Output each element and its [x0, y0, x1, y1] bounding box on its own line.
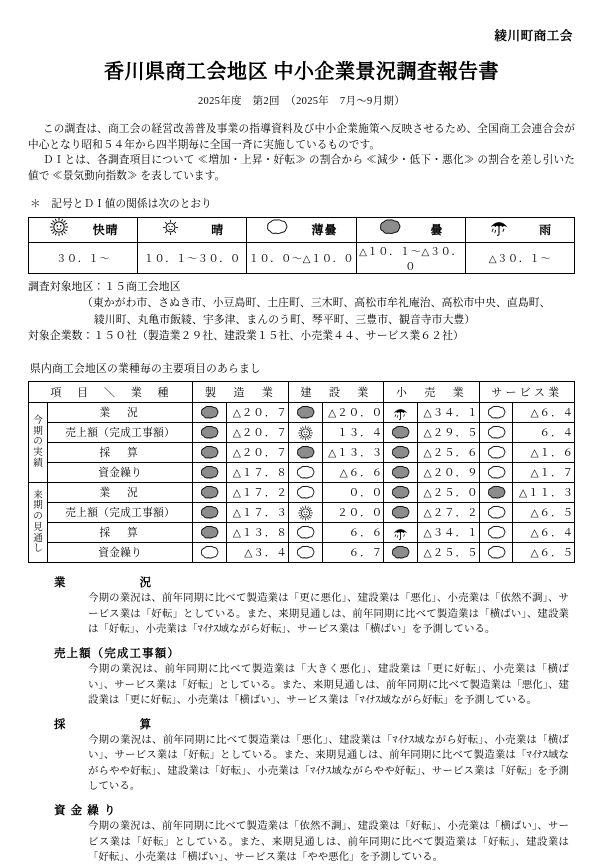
cloud-filled-icon: [390, 545, 411, 560]
period-side-label-0: 今 期 の 実 績: [29, 403, 48, 483]
cloud-outline-icon: [486, 425, 507, 440]
table-row: [29, 523, 575, 543]
weather-cell-小 売 業: [384, 523, 418, 543]
di-value-cell: ２０．０: [322, 503, 383, 523]
legend-range-1: １０．１～３０．０: [138, 242, 247, 273]
cloud-filled-icon: [390, 425, 411, 440]
legend-note: ＊ 記号とＤＩ値の関係は次のとおり: [30, 198, 212, 210]
legend-cell-0: [29, 217, 138, 242]
weather-cell-サービス業: [479, 443, 513, 463]
di-value-cell: △６．５: [513, 503, 575, 523]
commentary-heading: 資 金 繰 り: [54, 805, 117, 818]
di-value-cell: △６．６: [322, 463, 383, 483]
table-row: [29, 543, 575, 563]
legend-label-4: 雨: [539, 223, 553, 238]
table-header-row: [29, 382, 575, 403]
weather-cell-サービス業: [479, 503, 513, 523]
di-value-cell: △１７．８: [227, 463, 288, 483]
di-value-cell: △２０．７: [227, 443, 288, 463]
cloud-outline-icon: [295, 525, 316, 540]
cloud-filled-icon: [199, 485, 220, 500]
cloud-filled-icon: [390, 505, 411, 520]
weather-cell-建 設 業: [288, 463, 322, 483]
rain-icon: [488, 217, 510, 242]
di-value-cell: △２７．２: [418, 503, 479, 523]
table-row: [29, 403, 575, 423]
weather-cell-建 設 業: [288, 443, 322, 463]
cloud-filled-icon: [199, 425, 220, 440]
commentary-heading: 採 算: [54, 719, 161, 732]
weather-cell-建 設 業: [288, 423, 322, 443]
cloud-outline-icon: [295, 465, 316, 480]
legend-label-3: 曇: [430, 223, 444, 238]
table-row: [29, 443, 575, 463]
cloud-filled-icon: [199, 445, 220, 460]
cloud-outline-icon: [486, 525, 507, 540]
weather-cell-小 売 業: [384, 403, 418, 423]
cloud-filled-icon: [199, 525, 220, 540]
weather-cell-製 造 業: [193, 463, 227, 483]
row-item-label: 業 況: [48, 483, 193, 503]
commentary-body: 今期の業況は、前年同期に比べて製造業は「依然不調」、建設業は「好転」、小売業は「横ばい」、サービス業は「好転」としている。また、来期見通しは、前年同期に比べて製造業は「好転」、建設業は「好転」、小売業は「横ばい」、サービス業は「やや悪化」を予測している。: [88, 821, 569, 863]
table-row: [29, 423, 575, 443]
weather-cell-製 造 業: [193, 403, 227, 423]
cloud-filled-icon: [199, 505, 220, 520]
di-value-cell: △２０．７: [227, 403, 288, 423]
di-value-cell: △２０．９: [418, 463, 479, 483]
survey-area-label: 調査対象地区：１５商工会地区: [28, 280, 181, 293]
di-value-cell: △１７．２: [227, 483, 288, 503]
survey-company-count: 対象企業数：１５０社（製造業２９社、建設業１５社、小売業４４、サービス業６２社）: [28, 329, 464, 342]
commentary-block-2: [28, 716, 575, 794]
industry-summary-table: [28, 381, 575, 563]
legend-cell-2: [247, 217, 356, 242]
cloud-filled-icon: [390, 465, 411, 480]
header-retail: 小 売 業: [384, 382, 479, 403]
legend-symbol-row: [29, 217, 575, 242]
legend-cell-4: [465, 217, 574, 242]
di-value-cell: △２０．０: [322, 403, 383, 423]
cloud-filled-icon: [378, 218, 402, 241]
di-value-cell: △２５．６: [418, 443, 479, 463]
di-value-cell: △１．７: [513, 463, 575, 483]
rain-icon: [392, 525, 409, 541]
di-value-cell: △３．４: [227, 543, 288, 563]
commentary-heading: 業 況: [54, 577, 161, 590]
legend-label-2: 薄曇: [311, 223, 338, 238]
weather-cell-製 造 業: [193, 443, 227, 463]
cloud-filled-icon: [390, 485, 411, 500]
di-value-cell: △３４．１: [418, 403, 479, 423]
cloud-outline-icon: [295, 485, 316, 500]
di-value-cell: △６．４: [513, 403, 575, 423]
intro-paragraph-1: この調査は、商工会の経営改善普及事業の指導資料及び中小企業施策へ反映させるため、全国商工会連合会が中心となり昭和５４年から四半期毎に全国一斉に実施しているものです。: [28, 124, 575, 151]
row-item-label: 資金繰り: [48, 543, 193, 563]
commentary-heading: 売上額（完成工事額）: [54, 648, 180, 661]
period-side-label-1: 来 期 の 見 通 し: [29, 483, 48, 563]
weather-cell-小 売 業: [384, 543, 418, 563]
weather-cell-サービス業: [479, 403, 513, 423]
weather-cell-建 設 業: [288, 503, 322, 523]
legend-cell-3: [356, 217, 465, 242]
header-manufacturing: 製 造 業: [193, 382, 288, 403]
weather-cell-建 設 業: [288, 403, 322, 423]
commentary-block-0: [28, 574, 575, 637]
di-value-cell: △３４．１: [418, 523, 479, 543]
commentary-body: 今期の業況は、前年同期に比べて製造業は「悪化」、建設業は「ﾏｲﾅｽ域ながら好転」、小売業は「横ばい」、サービス業は「好転」としている。また、来期見通しは、前年同期に比べて製造業は「ﾏｲﾅｽ域ながらやや好転」、建設業は「好転」、小売業は「ﾏｲﾅｽ域ながらやや好転」、サービス業は「好転」を予測している。: [88, 735, 569, 792]
weather-cell-製 造 業: [193, 543, 227, 563]
cloud-outline-icon: [486, 545, 507, 560]
di-value-cell: △２０．７: [227, 423, 288, 443]
cloud-filled-icon: [295, 445, 316, 460]
weather-cell-サービス業: [479, 483, 513, 503]
cloud-outline-icon: [265, 218, 289, 241]
table-row: [29, 463, 575, 483]
commentary-body: 今期の業況は、前年同期に比べて製造業は「更に悪化」、建設業は「悪化」、小売業は「依然不調」、サービス業は「好転」としている。また、来期見通しは、前年同期に比べて製造業は「横ばい」、建設業は「好転」、小売業は「ﾏｲﾅｽ域ながら好転」、サービス業は「横ばい」を予測している。: [88, 593, 569, 635]
legend-cell-1: [138, 217, 247, 242]
legend-range-2: １０．０～△１０．０: [247, 242, 356, 273]
legend-table: [28, 217, 575, 274]
weather-cell-サービス業: [479, 423, 513, 443]
di-value-cell: △６．５: [513, 543, 575, 563]
di-value-cell: ６．４: [513, 423, 575, 443]
commentary-body: 今期の業況は、前年同期に比べて製造業は「大きく悪化」、建設業は「更に好転」、小売業は「横ばい」、サービス業は「好転」としている。また、来期見通しは、前年同期に比べて製造業は「悪化」、建設業は「更に好転」、小売業は「横ばい」、サービス業は「ﾏｲﾅｽ域ながら好転」を予測している。: [88, 664, 569, 706]
legend-range-4: △３０．１～: [465, 242, 574, 273]
weather-cell-サービス業: [479, 463, 513, 483]
weather-cell-製 造 業: [193, 423, 227, 443]
cloud-outline-icon: [486, 405, 507, 420]
weather-cell-製 造 業: [193, 523, 227, 543]
sun-face-icon: [297, 505, 314, 521]
cloud-filled-icon: [295, 405, 316, 420]
weather-cell-製 造 業: [193, 503, 227, 523]
weather-cell-小 売 業: [384, 463, 418, 483]
header-item-industry: 項 目 ＼ 業 種: [29, 382, 193, 403]
table-body: [29, 403, 575, 563]
legend-label-0: 快晴: [92, 223, 119, 238]
weather-cell-小 売 業: [384, 443, 418, 463]
weather-cell-小 売 業: [384, 503, 418, 523]
table-row: [29, 503, 575, 523]
sun-icon: [160, 218, 181, 242]
cloud-filled-icon: [199, 465, 220, 480]
cloud-filled-icon: [390, 445, 411, 460]
di-value-cell: △１１．３: [513, 483, 575, 503]
cloud-outline-icon: [295, 545, 316, 560]
report-period-subtitle: 2025年度 第2回 （2025年 7月～9月期）: [198, 96, 405, 107]
weather-cell-サービス業: [479, 523, 513, 543]
commentary-section: [28, 574, 575, 865]
cloud-outline-icon: [486, 445, 507, 460]
cloud-filled-icon: [486, 485, 507, 500]
di-value-cell: △２５．０: [418, 483, 479, 503]
header-construction: 建 設 業: [288, 382, 383, 403]
weather-cell-小 売 業: [384, 483, 418, 503]
survey-area-list-line-2: 綾川町、丸亀市飯綾、宇多津、まんのう町、琴平町、三豊市、観音寺市大豊）: [93, 313, 476, 326]
survey-info-section: [28, 279, 575, 345]
cloud-outline-icon: [199, 545, 220, 560]
table-row: [29, 483, 575, 503]
di-value-cell: △６．４: [513, 523, 575, 543]
di-value-cell: △１７．３: [227, 503, 288, 523]
legend-range-3: △１０．１～△３０．０: [356, 242, 465, 273]
header-service: サービス業: [479, 382, 574, 403]
di-value-cell: ６．７: [322, 543, 383, 563]
organization-name: 綾川町商工会: [494, 29, 573, 43]
data-table-caption: 県内商工会地区の業種毎の主要項目のあらまし: [30, 363, 261, 376]
row-item-label: 採 算: [48, 443, 193, 463]
di-value-cell: △１．６: [513, 443, 575, 463]
row-item-label: 売上額（完成工事額）: [48, 423, 193, 443]
di-value-cell: １３．４: [322, 423, 383, 443]
sun-face-icon: [48, 217, 70, 242]
commentary-block-1: [28, 645, 575, 708]
legend-range-row: [29, 242, 575, 273]
cloud-filled-icon: [199, 405, 220, 420]
di-value-cell: △２９．５: [418, 423, 479, 443]
cloud-outline-icon: [486, 465, 507, 480]
intro-section: [28, 122, 575, 185]
cloud-outline-icon: [486, 505, 507, 520]
weather-cell-小 売 業: [384, 423, 418, 443]
weather-cell-建 設 業: [288, 543, 322, 563]
row-item-label: 資金繰り: [48, 463, 193, 483]
di-value-cell: △２５．５: [418, 543, 479, 563]
di-value-cell: △１３．８: [227, 523, 288, 543]
weather-cell-建 設 業: [288, 483, 322, 503]
commentary-block-3: [28, 802, 575, 865]
legend-range-0: ３０．１～: [29, 242, 138, 273]
page-title: 香川県商工会地区 中小企業景況調査報告書: [104, 61, 499, 83]
row-item-label: 業 況: [48, 403, 193, 423]
intro-paragraph-2: ＤＩとは、各調査項目について ≪増加・上昇・好転≫ の割合から ≪減少・低下・悪化≫ の割合を差し引いた値で ≪景気動向指数≫ を表しています。: [28, 155, 575, 183]
sun-face-icon: [297, 425, 314, 441]
di-value-cell: △１３．３: [322, 443, 383, 463]
weather-cell-サービス業: [479, 543, 513, 563]
weather-cell-建 設 業: [288, 523, 322, 543]
survey-area-list-line-1: （東かがわ市、さぬき市、小豆島町、土庄町、三木町、高松市牟礼庵治、高松市中央、直島町、: [82, 297, 551, 310]
di-value-cell: ６．６: [322, 523, 383, 543]
di-value-cell: ０．０: [322, 483, 383, 503]
row-item-label: 売上額（完成工事額）: [48, 503, 193, 523]
rain-icon: [392, 405, 409, 421]
weather-cell-製 造 業: [193, 483, 227, 503]
legend-label-1: 晴: [211, 223, 225, 238]
row-item-label: 採 算: [48, 523, 193, 543]
